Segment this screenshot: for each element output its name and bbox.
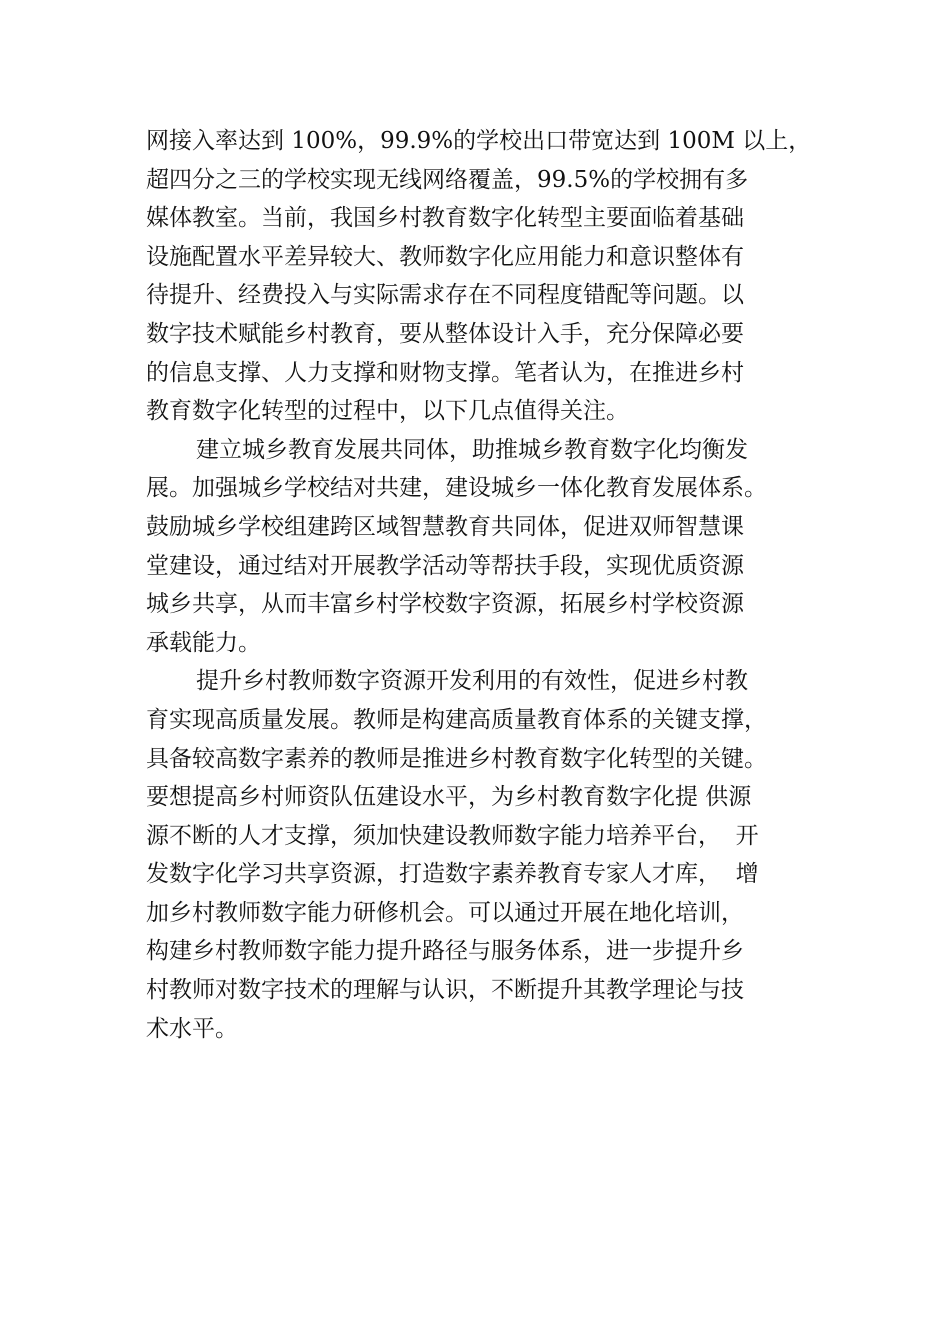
text-line: 育实现高质量发展。教师是构建高质量教育体系的关键支撑， [146,706,767,733]
text-line: 建立城乡教育发展共同体，助推城乡教育数字化均衡发 [196,436,748,463]
text-line: 教育数字化转型的过程中，以下几点值得关注。 [146,398,629,425]
text-line: 设施配置水平差异较大、教师数字化应用能力和意识整体有 [146,243,744,270]
text-line: 超四分之三的学校实现无线网络覆盖，99.5%的学校拥有多 [146,166,749,193]
text-line: 待提升、经费投入与实际需求存在不同程度错配等问题。以 [146,282,744,309]
text-line: 堂建设，通过结对开展教学活动等帮扶手段，实现优质资源 [146,552,744,579]
text-line: 源不断的人才支撑，须加快建设教师数字能力培养平台， 开 [146,822,759,849]
text-line: 网接入率达到 100%，99.9%的学校出口带宽达到 100M 以上， [146,128,812,154]
text-line: 发数字化学习共享资源，打造数字素养教育专家人才库， 增 [146,861,759,888]
text-line: 村教师对数字技术的理解与认识，不断提升其教学理论与技 [146,977,744,1004]
body-text [146,122,846,1048]
text-line: 展。加强城乡学校结对共建，建设城乡一体化教育发展体系。 [146,475,767,502]
paragraph-1 [146,122,846,431]
text-line: 数字技术赋能乡村教育，要从整体设计入手，充分保障必要 [146,320,744,347]
text-line: 加乡村教师数字能力研修机会。可以通过开展在地化培训， [146,899,744,926]
text-line: 具备较高数字素养的教师是推进乡村教育数字化转型的关键。 [146,745,767,772]
text-line: 要想提高乡村师资队伍建设水平，为乡村教育数字化提 供源 [146,784,752,811]
text-line: 提升乡村教师数字资源开发利用的有效性，促进乡村教 [196,668,748,695]
text-line: 城乡共享，从而丰富乡村学校数字资源，拓展乡村学校资源 [146,591,744,618]
text-line: 媒体教室。当前，我国乡村教育数字化转型主要面临着基础 [146,205,744,232]
text-line: 鼓励城乡学校组建跨区域智慧教育共同体，促进双师智慧课 [146,513,744,540]
text-line: 构建乡村教师数字能力提升路径与服务体系，进一步提升乡 [146,938,744,965]
paragraph-2 [146,431,846,663]
text-line: 术水平。 [146,1015,238,1042]
text-line: 的信息支撑、人力支撑和财物支撑。笔者认为，在推进乡村 [146,359,744,386]
text-line: 承载能力。 [146,629,261,656]
paragraph-3 [146,662,846,1048]
